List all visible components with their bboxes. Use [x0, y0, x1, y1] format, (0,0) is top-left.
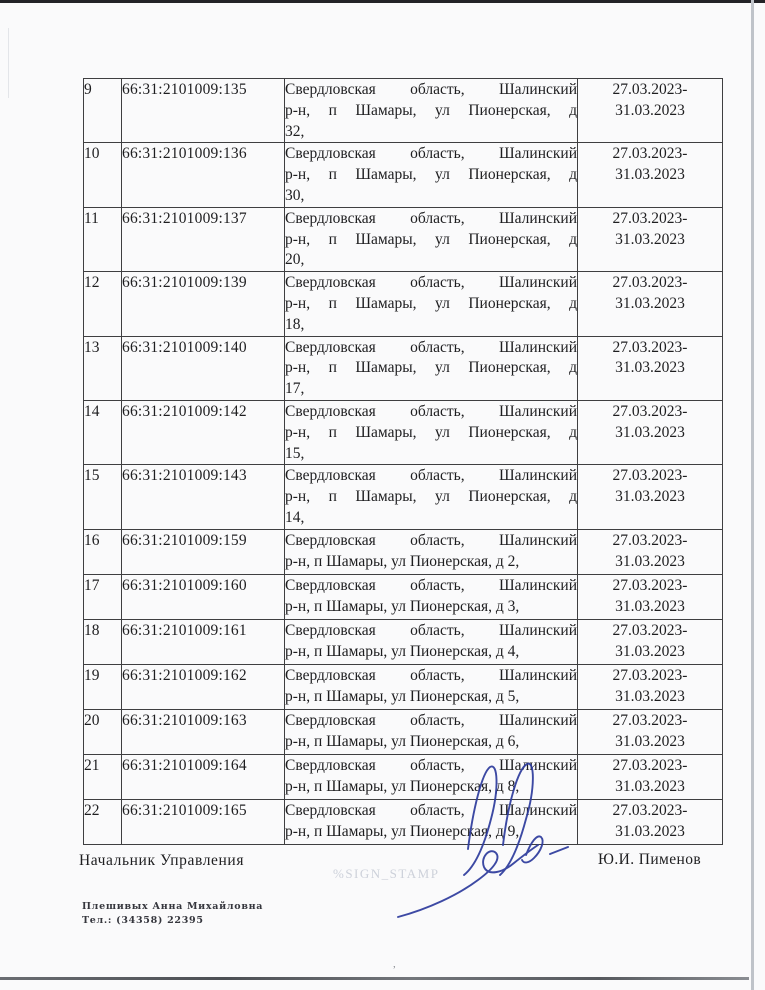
date-line: 31.03.2023 — [615, 230, 685, 248]
address-line: Свердловская область, Шалинский — [285, 711, 577, 729]
address-line: р-н, п Шамары, ул Пионерская, д 8, — [285, 777, 520, 795]
table-row — [84, 207, 723, 271]
cell-address — [285, 529, 578, 574]
cell-row-number: 16 — [84, 529, 122, 574]
scan-bottom-edge-line — [0, 977, 749, 980]
date-line: 31.03.2023 — [615, 359, 685, 377]
address-line: 15, — [285, 444, 305, 462]
cell-cadastral-number: 66:31:2101009:143 — [122, 465, 285, 529]
address-line: Свердловская область, Шалинский — [285, 81, 577, 98]
address-line: р-н, п Шамары, ул Пионерская, д — [285, 166, 577, 184]
cell-cadastral-number: 66:31:2101009:165 — [122, 799, 285, 844]
cell-date-range — [578, 143, 723, 207]
address-line: 20, — [285, 251, 305, 269]
scan-top-edge-line — [0, 0, 765, 3]
date-line: 27.03.2023- — [612, 467, 688, 485]
date-line: 27.03.2023- — [612, 338, 688, 356]
table-row — [84, 529, 723, 574]
cell-row-number: 15 — [84, 465, 122, 529]
address-line: Свердловская область, Шалинский — [285, 531, 577, 549]
date-line: 31.03.2023 — [615, 294, 685, 312]
cell-row-number: 21 — [84, 754, 122, 799]
cell-address — [285, 79, 578, 143]
table-row — [84, 79, 723, 143]
cell-row-number: 14 — [84, 400, 122, 464]
date-line: 27.03.2023- — [612, 576, 688, 594]
cell-date-range — [578, 79, 723, 143]
cell-address — [285, 272, 578, 336]
cell-row-number: 22 — [84, 799, 122, 844]
address-line: Свердловская область, Шалинский — [285, 145, 577, 163]
date-line: 31.03.2023 — [615, 597, 685, 615]
address-line: р-н, п Шамары, ул Пионерская, д — [285, 230, 577, 248]
address-line: р-н, п Шамары, ул Пионерская, д — [285, 101, 577, 119]
scan-right-edge-line — [751, 0, 754, 990]
cell-cadastral-number: 66:31:2101009:140 — [122, 336, 285, 400]
date-line: 31.03.2023 — [615, 777, 685, 795]
cell-date-range — [578, 336, 723, 400]
address-line: Свердловская область, Шалинский — [285, 801, 577, 819]
cell-date-range — [578, 529, 723, 574]
date-line: 27.03.2023- — [612, 274, 688, 292]
cell-cadastral-number: 66:31:2101009:159 — [122, 529, 285, 574]
cell-address — [285, 400, 578, 464]
cell-cadastral-number: 66:31:2101009:164 — [122, 754, 285, 799]
cell-date-range — [578, 574, 723, 619]
date-line: 31.03.2023 — [615, 423, 685, 441]
cell-row-number: 20 — [84, 709, 122, 754]
address-line: 18, — [285, 315, 305, 333]
cell-date-range — [578, 465, 723, 529]
cell-address — [285, 207, 578, 271]
table-row — [84, 619, 723, 664]
cell-row-number: 19 — [84, 664, 122, 709]
address-line: Свердловская область, Шалинский — [285, 274, 577, 292]
table-row — [84, 664, 723, 709]
date-line: 31.03.2023 — [615, 642, 685, 660]
cell-cadastral-number: 66:31:2101009:136 — [122, 143, 285, 207]
address-line: р-н, п Шамары, ул Пионерская, д 2, — [285, 552, 520, 570]
contact-person-name: Плешивых Анна Михайловна — [82, 901, 264, 912]
cell-row-number: 18 — [84, 619, 122, 664]
address-line: Свердловская область, Шалинский — [285, 338, 577, 356]
cell-row-number: 13 — [84, 336, 122, 400]
date-line: 27.03.2023- — [612, 145, 688, 163]
signer-position-title: Начальник Управления — [79, 852, 245, 869]
date-line: 27.03.2023- — [612, 531, 688, 549]
cell-cadastral-number: 66:31:2101009:162 — [122, 664, 285, 709]
date-line: 31.03.2023 — [615, 552, 685, 570]
contact-block — [82, 900, 263, 927]
address-line: р-н, п Шамары, ул Пионерская, д — [285, 294, 577, 312]
cell-date-range — [578, 664, 723, 709]
cell-date-range — [578, 207, 723, 271]
table-row — [84, 143, 723, 207]
parcels-table — [83, 78, 723, 845]
cell-cadastral-number: 66:31:2101009:163 — [122, 709, 285, 754]
signer-name: Ю.И. Пименов — [598, 851, 702, 868]
address-line: Свердловская область, Шалинский — [285, 576, 577, 594]
table-row — [84, 709, 723, 754]
handwritten-signature-ink — [390, 757, 590, 947]
date-line: 27.03.2023- — [612, 666, 688, 684]
address-line: р-н, п Шамары, ул Пионерская, д 9, — [285, 822, 520, 840]
table-row — [84, 272, 723, 336]
cell-address — [285, 143, 578, 207]
date-line: 27.03.2023- — [612, 801, 688, 819]
date-line: 31.03.2023 — [615, 101, 685, 119]
cell-cadastral-number: 66:31:2101009:139 — [122, 272, 285, 336]
address-line: р-н, п Шамары, ул Пионерская, д — [285, 423, 577, 441]
cell-row-number: 17 — [84, 574, 122, 619]
cell-address — [285, 574, 578, 619]
cell-address — [285, 465, 578, 529]
address-line: р-н, п Шамары, ул Пионерская, д 3, — [285, 597, 520, 615]
scan-speck-artifact: , — [393, 958, 396, 970]
address-line: Свердловская область, Шалинский — [285, 621, 577, 639]
date-line: 27.03.2023- — [612, 711, 688, 729]
cell-cadastral-number: 66:31:2101009:137 — [122, 207, 285, 271]
address-line: р-н, п Шамары, ул Пионерская, д 5, — [285, 687, 520, 705]
cell-address — [285, 619, 578, 664]
date-line: 31.03.2023 — [615, 822, 685, 840]
address-line: 32, — [285, 122, 305, 140]
date-line: 31.03.2023 — [615, 732, 685, 750]
address-line: Свердловская область, Шалинский — [285, 666, 577, 684]
address-line: Свердловская область, Шалинский — [285, 467, 577, 485]
address-line: р-н, п Шамары, ул Пионерская, д — [285, 359, 577, 377]
cell-date-range — [578, 754, 723, 799]
date-line: 27.03.2023- — [612, 402, 688, 420]
cell-row-number: 10 — [84, 143, 122, 207]
table-row — [84, 465, 723, 529]
date-line: 31.03.2023 — [615, 166, 685, 184]
table-row — [84, 336, 723, 400]
cell-cadastral-number: 66:31:2101009:135 — [122, 79, 285, 143]
address-line: р-н, п Шамары, ул Пионерская, д 6, — [285, 732, 520, 750]
date-line: 27.03.2023- — [612, 209, 688, 227]
cell-cadastral-number: 66:31:2101009:142 — [122, 400, 285, 464]
cell-cadastral-number: 66:31:2101009:161 — [122, 619, 285, 664]
cell-row-number: 11 — [84, 207, 122, 271]
cell-date-range — [578, 799, 723, 844]
date-line: 27.03.2023- — [612, 81, 688, 98]
cell-date-range — [578, 400, 723, 464]
address-line: р-н, п Шамары, ул Пионерская, д — [285, 488, 577, 506]
date-line: 31.03.2023 — [615, 687, 685, 705]
date-line: 27.03.2023- — [612, 621, 688, 639]
date-line: 31.03.2023 — [615, 488, 685, 506]
address-line: Свердловская область, Шалинский — [285, 402, 577, 420]
cell-address — [285, 709, 578, 754]
address-line: р-н, п Шамары, ул Пионерская, д 4, — [285, 642, 520, 660]
cell-address — [285, 664, 578, 709]
cell-date-range — [578, 272, 723, 336]
address-line: 17, — [285, 380, 305, 398]
address-line: 30, — [285, 186, 305, 204]
cell-row-number: 9 — [84, 79, 122, 143]
scan-left-edge-artifact — [8, 28, 9, 98]
contact-phone: Тел.: (34358) 22395 — [82, 914, 204, 926]
cell-address — [285, 336, 578, 400]
cell-date-range — [578, 619, 723, 664]
cell-cadastral-number: 66:31:2101009:160 — [122, 574, 285, 619]
address-line: 14, — [285, 508, 305, 526]
table-row — [84, 400, 723, 464]
sign-stamp-watermark: %SIGN_STAMP — [333, 866, 440, 881]
address-line: Свердловская область, Шалинский — [285, 209, 577, 227]
cell-date-range — [578, 709, 723, 754]
table-row — [84, 574, 723, 619]
address-line: Свердловская область, Шалинский — [285, 756, 577, 774]
date-line: 27.03.2023- — [612, 756, 688, 774]
cell-row-number: 12 — [84, 272, 122, 336]
